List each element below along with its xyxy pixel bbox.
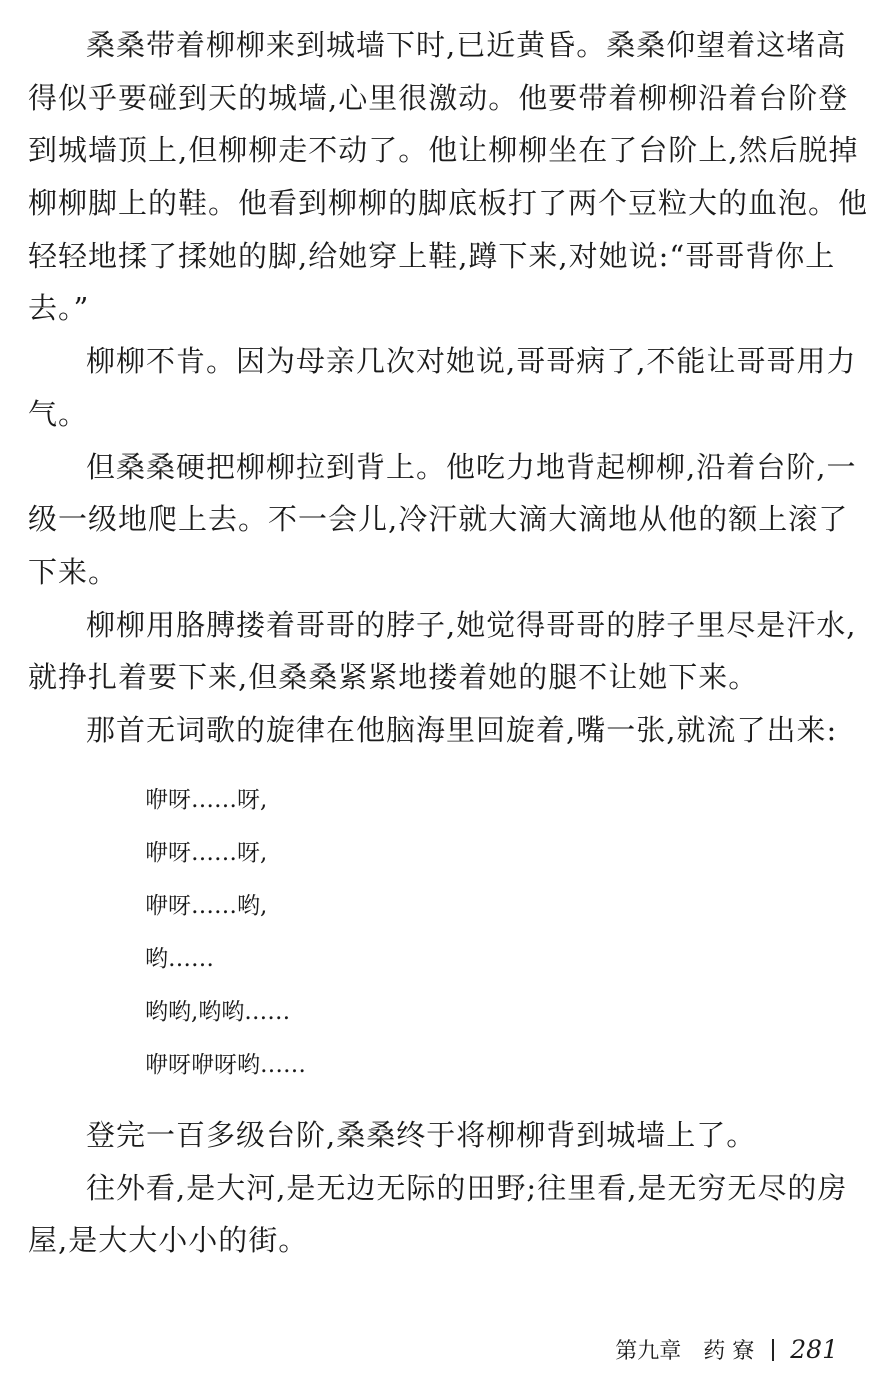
footer-divider	[772, 1339, 774, 1361]
song-verse	[145, 774, 306, 1092]
body-text-bottom	[28, 1109, 848, 1267]
text-line: 柳柳用胳膊搂着哥哥的脖子,她觉得哥哥的脖子里尽是汗水,	[86, 607, 857, 642]
text-line: 但桑桑硬把柳柳拉到背上。他吃力地背起柳柳,沿着台阶,一	[86, 449, 857, 484]
text-line: 级一级地爬上去。不一会儿,冷汗就大滴大滴地从他的额上滚了	[28, 502, 849, 537]
text-line: 就挣扎着要下来,但桑桑紧紧地搂着她的腿不让她下来。	[28, 660, 759, 695]
verse-line: 哟……	[145, 946, 214, 972]
verse-line: 哟哟,哟哟……	[145, 999, 291, 1025]
text-line: 到城墙顶上,但柳柳走不动了。他让柳柳坐在了台阶上,然后脱掉	[28, 133, 859, 168]
text-line: 下来。	[28, 554, 119, 589]
text-line: 那首无词歌的旋律在他脑海里回旋着,嘴一张,就流了出来:	[86, 712, 838, 747]
text-line: 柳柳不肯。因为母亲几次对她说,哥哥病了,不能让哥哥用力	[86, 344, 857, 379]
chapter-title: 第九章 药 寮	[615, 1339, 755, 1364]
body-text-top	[28, 19, 869, 757]
text-line: 桑桑带着柳柳来到城墙下时,已近黄昏。桑桑仰望着这堵高	[86, 28, 847, 62]
text-line: 得似乎要碰到天的城墙,心里很激动。他要带着柳柳沿着台阶登	[28, 80, 849, 115]
text-line: 气。	[28, 396, 89, 431]
page-number: 281	[790, 1335, 838, 1364]
verse-line: 咿呀咿呀哟……	[145, 1052, 306, 1078]
text-line: 轻轻地揉了揉她的脚,给她穿上鞋,蹲下来,对她说:“哥哥背你上	[28, 238, 836, 273]
text-line: 往外看,是大河,是无边无际的田野;往里看,是无穷无尽的房	[86, 1170, 848, 1205]
text-line: 柳柳脚上的鞋。他看到柳柳的脚底板打了两个豆粒大的血泡。他	[28, 186, 869, 221]
verse-line: 咿呀……呀,	[145, 840, 268, 866]
verse-line: 咿呀……呀,	[145, 787, 268, 813]
text-line: 屋,是大大小小的街。	[28, 1223, 309, 1258]
page-footer	[615, 1334, 838, 1365]
text-line: 去。”	[28, 291, 90, 326]
text-line: 登完一百多级台阶,桑桑终于将柳柳背到城墙上了。	[86, 1118, 757, 1152]
verse-line: 咿呀……哟,	[145, 893, 268, 919]
